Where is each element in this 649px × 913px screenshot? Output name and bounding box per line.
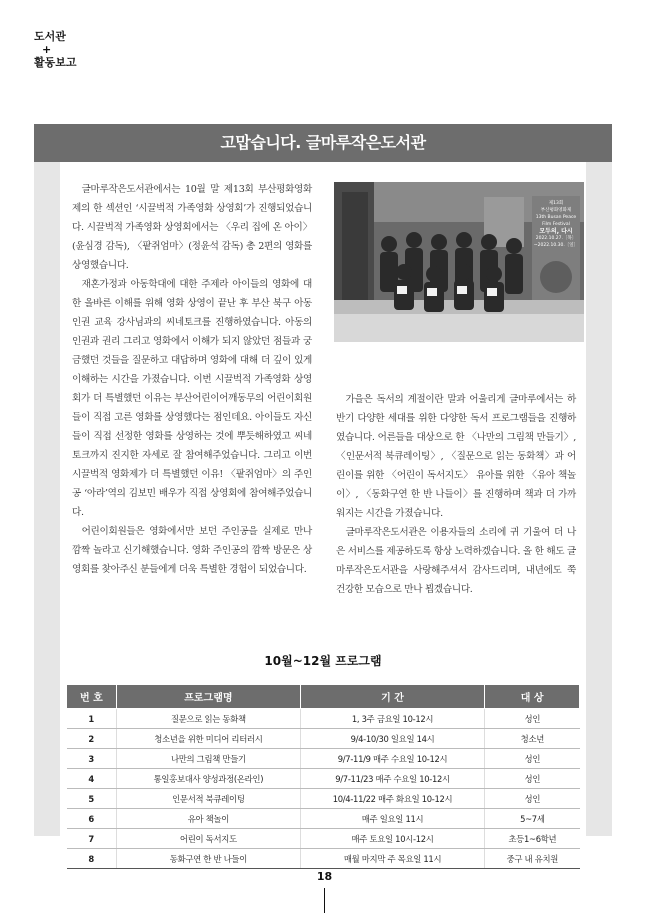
poster-line: 모두의, 다시 <box>539 228 573 235</box>
left-paragraph: 글마루작은도서관에서는 10월 말 제13회 부산평화영화제의 한 섹션인 ‘시끌벅적 가족영화 상영회’가 진행되었습니다. 시끌벅적 가족영화 상영회에서는 〈우리 집에 온 아이〉(윤심경 감독), 〈팥쥐엄마〉(정윤석 감독) 총 2편의 영화를 상영했습니다. <box>72 184 312 271</box>
table-row <box>67 809 580 829</box>
section-label-line3: 활동보고 <box>34 56 77 69</box>
cell-program: 어린이 독서지도 <box>116 829 300 849</box>
header-period: 기 간 <box>300 685 484 709</box>
cell-program: 인문서적 북큐레이팅 <box>116 789 300 809</box>
event-photo <box>334 182 584 342</box>
header-target: 대 상 <box>485 685 580 709</box>
cell-period: 9/7-11/9 매주 수요일 10-12시 <box>300 749 484 769</box>
poster-line: 부산평화영화제 <box>540 208 572 213</box>
cell-period: 매월 마지막 주 목요일 11시 <box>300 849 484 869</box>
section-label <box>34 30 77 69</box>
cell-program: 통일홍보대사 양성과정(온라인) <box>116 769 300 789</box>
cell-number: 2 <box>67 729 117 749</box>
right-paragraph: 글마루작은도서관은 이용자들의 소리에 귀 기울여 더 나은 서비스를 제공하도록 항상 노력하겠습니다. 올 한 해도 글마루작은도서관을 사랑해주셔서 감사드리며, 내년에도 쭉 건강한 모습으로 만나 뵙겠습니다. <box>336 527 576 595</box>
cell-number: 4 <box>67 769 117 789</box>
cell-target: 5~7세 <box>485 809 580 829</box>
program-table <box>66 684 580 869</box>
cell-period: 9/4-10/30 일요일 14시 <box>300 729 484 749</box>
festival-poster <box>533 200 579 249</box>
table-row <box>67 749 580 769</box>
program-table-title: 10월~12월 프로그램 <box>264 654 382 668</box>
right-paragraph: 가을은 독서의 계절이란 말과 어울리게 글마루에서는 하반기 다양한 세대를 위한 다양한 독서 프로그램들을 진행하였습니다. 어른들을 대상으로 한 〈나만의 그림책 만들기〉, 〈인문서적 북큐레이팅〉, 〈질문으로 읽는 동화책〉과 어린이를 위한 〈어린이 독서지도〉 유아를 위한 〈유아 책놀이〉, 〈동화구연 한 반 나들이〉를 진행하며 책과 더 가까워지는 시간을 가졌습니다. <box>336 394 576 519</box>
cell-target: 초등1~6학년 <box>485 829 580 849</box>
cell-target: 성인 <box>485 789 580 809</box>
cell-target: 성인 <box>485 769 580 789</box>
header-number: 번 호 <box>67 685 117 709</box>
poster-line: 2022.10.27.〔목〕 <box>535 236 577 241</box>
left-paragraph: 재혼가정과 아동학대에 대한 주제라 아이들의 영화에 대한 올바른 이해를 위해 영화 상영이 끝난 후 부산 북구 아동 인권 교육 강사님과의 씨네토크를 진행하였습니다. 아동의 인권과 권리 그리고 영화에서 이해가 되지 않았던 점들과 궁금했던 것들을 질문하고 대답하며 영화에 대해 더 깊이 있게 이해하는 시간을 가졌습니다. 이번 시끌벅적 가족영화 상영회가 더 특별했던 이유는 부산어린이어깨동무의 어린이회원들이 직접 고른 영화를 상영했다는 점인데요. 아이들도 자신들이 직접 선정한 영화를 상영하는 것에 뿌듯해하였고 씨네토크까지 진지한 자세로 잘 참여해주었습니다. 그리고 이번 시끌벅적 영화제가 더 특별했던 이유! 〈팥쥐엄마〉의 주인공 ‘아라’역의 김보민 배우가 직접 상영회에 참여해주었습니다. <box>72 279 312 518</box>
section-label-line1: 도서관 <box>34 30 66 43</box>
page-divider <box>324 888 325 913</box>
article-body <box>60 162 586 864</box>
cell-program: 동화구연 한 반 나들이 <box>116 849 300 869</box>
cell-target: 청소년 <box>485 729 580 749</box>
table-row <box>67 769 580 789</box>
cell-number: 5 <box>67 789 117 809</box>
cell-number: 3 <box>67 749 117 769</box>
cell-number: 8 <box>67 849 117 869</box>
cell-period: 9/7-11/23 매주 수요일 10-12시 <box>300 769 484 789</box>
header-program: 프로그램명 <box>116 685 300 709</box>
right-column <box>336 390 576 599</box>
cell-period: 매주 토요일 10시-12시 <box>300 829 484 849</box>
left-column <box>72 180 312 579</box>
poster-line: 제13회 <box>548 201 564 206</box>
cell-program: 나만의 그림책 만들기 <box>116 749 300 769</box>
cell-program: 질문으로 읽는 동화책 <box>116 709 300 729</box>
table-row <box>67 829 580 849</box>
cell-number: 1 <box>67 709 117 729</box>
article-title: 고맙습니다. 글마루작은도서관 <box>34 124 612 162</box>
table-row <box>67 849 580 869</box>
cell-program: 유아 책놀이 <box>116 809 300 829</box>
table-row <box>67 709 580 729</box>
left-paragraph: 어린이회원들은 영화에서만 보던 주인공을 실제로 만나 깜짝 놀라고 신기해했습니다. 영화 주인공의 깜짝 방문은 상영회를 찾아주신 분들에게 더욱 특별한 경험이 되었습니다. <box>72 526 312 575</box>
cell-number: 7 <box>67 829 117 849</box>
cell-target: 성인 <box>485 709 580 729</box>
cell-number: 6 <box>67 809 117 829</box>
cell-period: 1, 3주 금요일 10-12시 <box>300 709 484 729</box>
cell-target: 중구 내 유치원 <box>485 849 580 869</box>
page-number: 18 <box>316 870 333 883</box>
poster-line: Film Festival <box>542 222 570 227</box>
poster-line: ~2022.10.30.〔일〕 <box>533 243 579 248</box>
poster-line: 13th Busan Peace <box>535 215 577 220</box>
table-row <box>67 729 580 749</box>
table-row <box>67 789 580 809</box>
table-header-row <box>67 685 580 709</box>
cell-period: 10/4-11/22 매주 화요일 10-12시 <box>300 789 484 809</box>
cell-period: 매주 일요일 11시 <box>300 809 484 829</box>
section-label-line2: + <box>42 43 52 56</box>
article-frame <box>34 124 612 864</box>
cell-target: 성인 <box>485 749 580 769</box>
cell-program: 청소년을 위한 미디어 리터러시 <box>116 729 300 749</box>
